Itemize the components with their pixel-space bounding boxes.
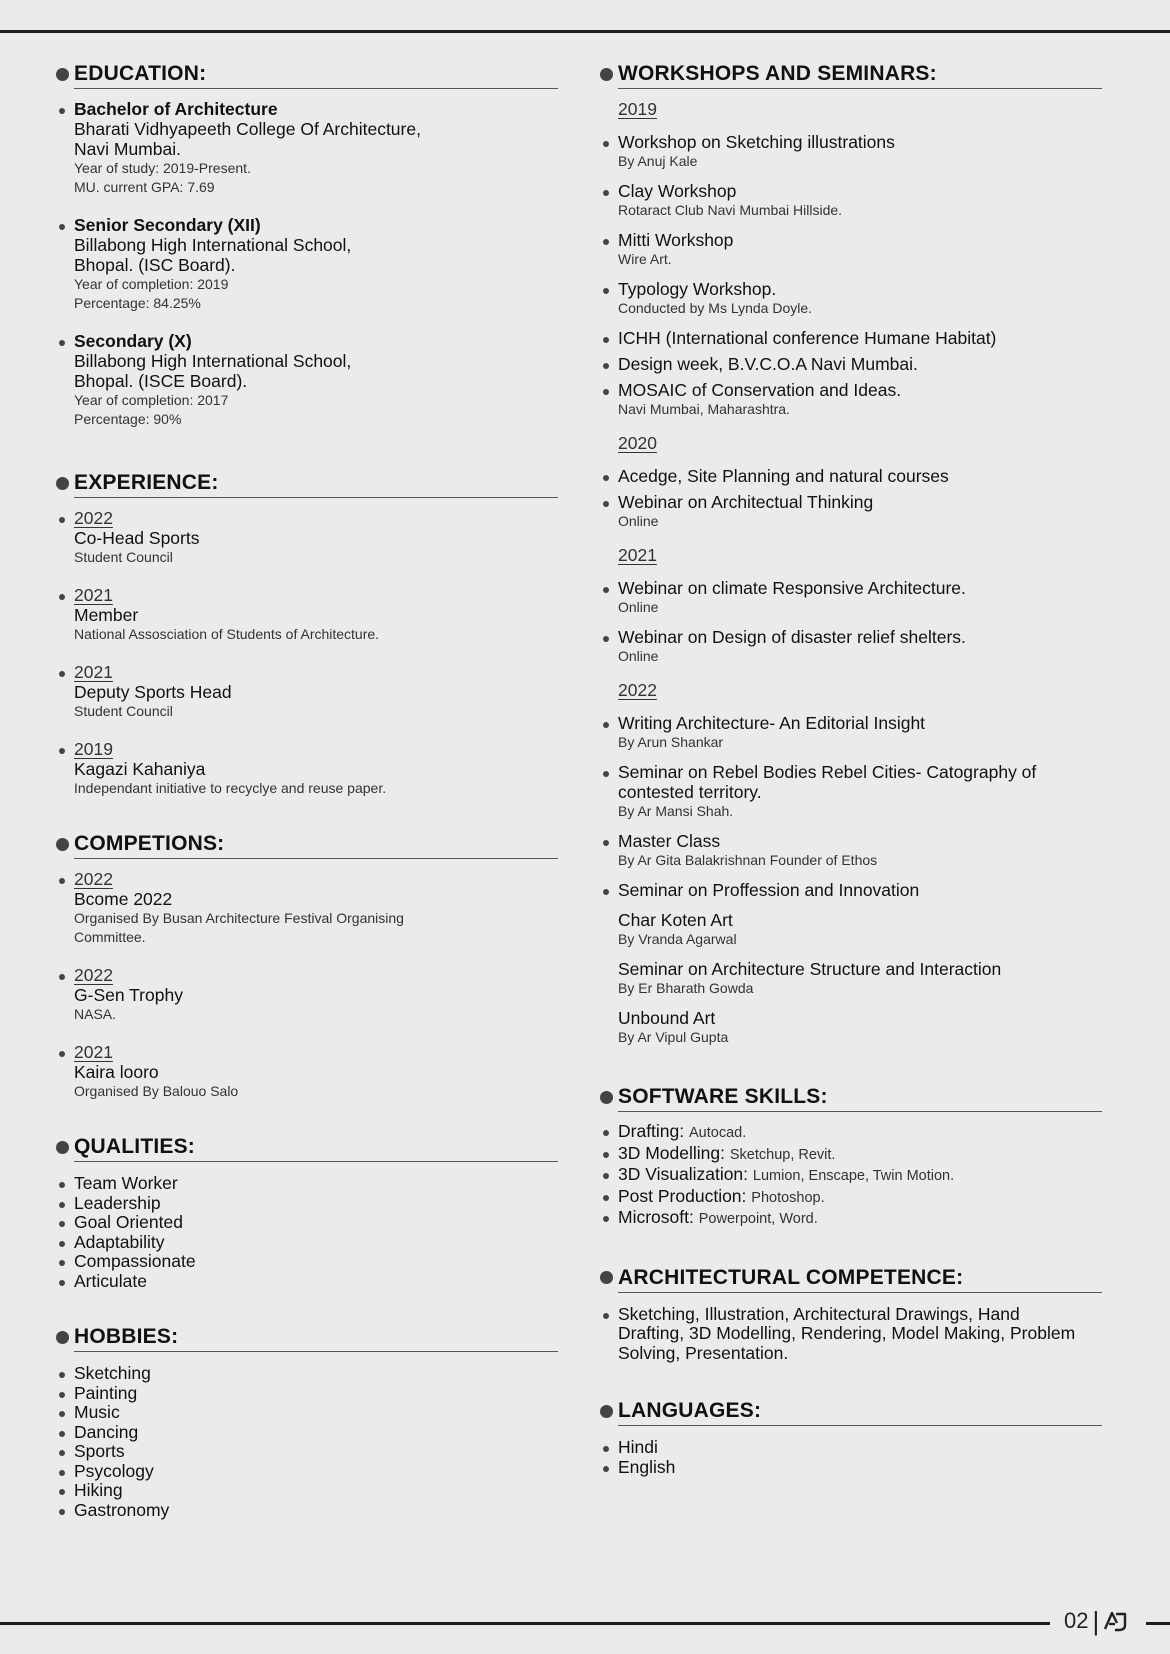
workshop-name: Acedge, Site Planning and natural courses <box>618 466 949 486</box>
workshop-name: Webinar on Architectual Thinking <box>618 492 874 512</box>
workshop-year: 2021 <box>618 545 657 565</box>
experience-item <box>56 739 558 798</box>
section-rule <box>618 1111 1102 1112</box>
year: 2022 <box>74 869 113 889</box>
workshop-detail: Navi Mumbai, Maharashtra. <box>618 401 790 417</box>
institution-city: Bhopal. (ISCE Board). <box>74 371 248 391</box>
workshop-year: 2022 <box>618 680 657 700</box>
hobbies-section <box>56 1325 558 1520</box>
quality-item: Articulate <box>56 1272 558 1292</box>
workshop-item <box>600 354 1102 374</box>
workshop-name: Master Class <box>618 831 721 851</box>
organization: Independant initiative to recyclye and reuse paper. <box>74 780 387 796</box>
bottom-rule-end <box>1146 1622 1170 1625</box>
education-item <box>56 99 558 197</box>
section-title: EXPERIENCE: <box>74 471 219 494</box>
workshop-item <box>600 492 1102 531</box>
skill-category: 3D Visualization: <box>618 1164 749 1184</box>
workshop-name: Mitti Workshop <box>618 230 734 250</box>
workshop-year: 2020 <box>618 433 657 453</box>
workshop-name: Typology Workshop. <box>618 279 777 299</box>
workshop-detail: By Ar Vipul Gupta <box>618 1029 729 1045</box>
hobby-item: Dancing <box>56 1423 558 1443</box>
skill-item <box>600 1144 1102 1166</box>
year: 2021 <box>74 585 113 605</box>
bullet-icon <box>56 477 69 490</box>
workshop-detail: Online <box>618 599 659 615</box>
education-item <box>56 331 558 429</box>
workshop-name: Seminar on Proffession and Innovation <box>618 880 920 900</box>
experience-item <box>56 585 558 644</box>
page-number: 02 <box>1064 1608 1089 1633</box>
role: Member <box>74 605 139 625</box>
hobby-item: Gastronomy <box>56 1501 558 1521</box>
skill-tools: Powerpoint, Word. <box>698 1211 818 1227</box>
bullet-icon <box>600 1271 613 1284</box>
quality-item: Adaptability <box>56 1233 558 1253</box>
competition-name: Bcome 2022 <box>74 889 173 909</box>
year: 2021 <box>74 1042 113 1062</box>
workshop-detail: Rotaract Club Navi Mumbai Hillside. <box>618 202 843 218</box>
quality-item: Team Worker <box>56 1174 558 1194</box>
competence-section <box>600 1266 1102 1364</box>
workshop-name: Design week, B.V.C.O.A Navi Mumbai. <box>618 354 918 374</box>
competition-item <box>56 965 558 1024</box>
workshop-item <box>600 959 1102 998</box>
degree: Senior Secondary (XII) <box>74 215 261 235</box>
top-rule <box>0 30 1170 33</box>
organizer: Organised By Busan Architecture Festival Organising Committee. <box>74 910 404 945</box>
page-footer <box>1064 1608 1129 1634</box>
hobby-item: Sketching <box>56 1364 558 1384</box>
institution: Billabong High International School, <box>74 351 352 371</box>
workshops-header <box>600 62 1102 86</box>
bottom-rule <box>0 1622 1050 1625</box>
workshop-item <box>600 328 1102 348</box>
year: 2021 <box>74 662 113 682</box>
competition-name: Kaira looro <box>74 1062 159 1082</box>
section-rule <box>74 858 558 859</box>
section-rule <box>618 1425 1102 1426</box>
quality-item: Compassionate <box>56 1252 558 1272</box>
year: 2022 <box>74 508 113 528</box>
qualities-header <box>56 1135 558 1159</box>
language-item: Hindi <box>600 1438 1102 1458</box>
monogram-logo-icon <box>1103 1610 1129 1632</box>
workshop-detail: By Anuj Kale <box>618 153 698 169</box>
section-title: WORKSHOPS AND SEMINARS: <box>618 62 937 85</box>
workshop-name: Clay Workshop <box>618 181 737 201</box>
hobby-item: Psycology <box>56 1462 558 1482</box>
workshop-item <box>600 880 1102 900</box>
hobby-item: Hiking <box>56 1481 558 1501</box>
hobby-item: Painting <box>56 1384 558 1404</box>
workshop-name: Workshop on Sketching illustrations <box>618 132 895 152</box>
degree: Secondary (X) <box>74 331 192 351</box>
competence-text: Sketching, Illustration, Architectural Drawings, Hand Drafting, 3D Modelling, Rendering, Model Making, Problem Solving, Presentation. <box>600 1305 1088 1364</box>
competition-item <box>56 869 558 947</box>
section-rule <box>618 88 1102 89</box>
workshop-name: Seminar on Rebel Bodies Rebel Cities- Catography of contested territory. <box>618 762 1037 802</box>
institution: Bharati Vidhyapeeth College Of Architecture, <box>74 119 421 139</box>
competition-item <box>56 1042 558 1101</box>
section-rule <box>74 497 558 498</box>
organization: National Assosciation of Students of Architecture. <box>74 626 380 642</box>
institution: Billabong High International School, <box>74 235 352 255</box>
workshop-detail: Conducted by Ms Lynda Doyle. <box>618 300 813 316</box>
workshop-item <box>600 1008 1102 1047</box>
quality-item: Goal Oriented <box>56 1213 558 1233</box>
bullet-icon <box>600 1405 613 1418</box>
workshop-detail: By Vranda Agarwal <box>618 931 737 947</box>
skill-item <box>600 1165 1102 1187</box>
section-title: SOFTWARE SKILLS: <box>618 1085 828 1108</box>
organization: Student Council <box>74 703 173 719</box>
workshop-item <box>600 762 1102 821</box>
detail: Percentage: 90% <box>74 411 182 427</box>
detail: MU. current GPA: 7.69 <box>74 179 215 195</box>
workshop-detail: By Ar Gita Balakrishnan Founder of Ethos <box>618 852 878 868</box>
footer-separator: | <box>1092 1606 1100 1636</box>
workshop-name: ICHH (International conference Humane Habitat) <box>618 328 997 348</box>
role: Kagazi Kahaniya <box>74 759 206 779</box>
section-rule <box>74 1161 558 1162</box>
skill-item <box>600 1208 1102 1230</box>
competence-header <box>600 1266 1102 1290</box>
software-header <box>600 1085 1102 1109</box>
skill-category: 3D Modelling: <box>618 1142 725 1163</box>
experience-header <box>56 471 558 495</box>
workshop-name: Seminar on Architecture Structure and Interaction <box>618 959 1002 979</box>
skill-category: Drafting: <box>618 1121 685 1141</box>
qualities-section <box>56 1135 558 1291</box>
skill-tools: Photoshop. <box>751 1189 825 1206</box>
workshop-item <box>600 910 1102 949</box>
competition-name: G-Sen Trophy <box>74 985 183 1005</box>
workshops-section <box>600 62 1102 1047</box>
hobby-item: Sports <box>56 1442 558 1462</box>
left-column <box>56 62 558 1556</box>
workshop-name: Char Koten Art <box>618 910 733 930</box>
software-section <box>600 1085 1102 1230</box>
institution-city: Bhopal. (ISC Board). <box>74 255 236 275</box>
bullet-icon <box>56 838 69 851</box>
workshop-item <box>600 713 1102 752</box>
section-title: QUALITIES: <box>74 1135 195 1158</box>
skill-tools: Lumion, Enscape, Twin Motion. <box>752 1168 955 1184</box>
workshop-item <box>600 578 1102 617</box>
competitions-section <box>56 832 558 1101</box>
section-title: COMPETIONS: <box>74 832 225 855</box>
workshop-item <box>600 831 1102 870</box>
bullet-icon <box>600 1091 613 1104</box>
languages-header <box>600 1399 1102 1423</box>
section-rule <box>74 88 558 89</box>
skill-tools: Sketchup, Revit. <box>729 1146 836 1163</box>
workshop-item <box>600 230 1102 269</box>
workshop-name: Unbound Art <box>618 1008 716 1028</box>
section-rule <box>74 1351 558 1352</box>
year: 2022 <box>74 965 113 985</box>
skill-tools: Autocad. <box>689 1125 747 1141</box>
workshop-item <box>600 279 1102 318</box>
workshop-detail: Online <box>618 513 659 529</box>
education-header <box>56 62 558 86</box>
experience-item <box>56 508 558 567</box>
bullet-icon <box>56 1331 69 1344</box>
detail: Year of completion: 2019 <box>74 276 229 292</box>
workshop-item <box>600 181 1102 220</box>
section-title: LANGUAGES: <box>618 1399 762 1422</box>
workshop-item <box>600 627 1102 666</box>
workshop-detail: By Ar Mansi Shah. <box>618 803 734 819</box>
detail: Percentage: 84.25% <box>74 295 201 311</box>
workshop-detail: By Arun Shankar <box>618 734 724 750</box>
experience-item <box>56 662 558 721</box>
hobbies-header <box>56 1325 558 1349</box>
workshop-detail: Wire Art. <box>618 251 672 267</box>
workshop-item <box>600 380 1102 419</box>
quality-item: Leadership <box>56 1194 558 1214</box>
workshop-item <box>600 132 1102 171</box>
workshop-detail: By Er Bharath Gowda <box>618 980 754 996</box>
workshop-name: MOSAIC of Conservation and Ideas. <box>618 380 902 400</box>
detail: Year of study: 2019-Present. <box>74 160 251 176</box>
section-title: ARCHITECTURAL COMPETENCE: <box>618 1265 964 1289</box>
section-title: EDUCATION: <box>74 62 207 85</box>
degree: Bachelor of Architecture <box>74 99 278 119</box>
role: Co-Head Sports <box>74 528 200 548</box>
institution-city: Navi Mumbai. <box>74 139 181 159</box>
section-rule <box>618 1292 1102 1293</box>
section-title: HOBBIES: <box>74 1325 179 1348</box>
role: Deputy Sports Head <box>74 682 232 702</box>
organizer: NASA. <box>74 1006 117 1022</box>
workshop-name: Webinar on Design of disaster relief shelters. <box>618 627 966 647</box>
workshop-year: 2019 <box>618 99 657 119</box>
hobby-item: Music <box>56 1403 558 1423</box>
workshop-name: Webinar on climate Responsive Architecture. <box>618 578 966 598</box>
language-item: English <box>600 1458 1102 1478</box>
languages-section <box>600 1399 1102 1477</box>
education-item <box>56 215 558 313</box>
workshop-item <box>600 466 1102 486</box>
workshop-detail: Online <box>618 648 659 664</box>
skill-category: Microsoft: <box>618 1207 694 1227</box>
year: 2019 <box>74 739 113 759</box>
bullet-icon <box>600 68 613 81</box>
skill-item <box>600 1122 1102 1144</box>
experience-section <box>56 471 558 798</box>
bullet-icon <box>56 1141 69 1154</box>
bullet-icon <box>56 68 69 81</box>
workshop-name: Writing Architecture- An Editorial Insight <box>618 713 926 733</box>
organizer: Organised By Balouo Salo <box>74 1083 239 1099</box>
right-column <box>600 62 1102 1513</box>
skill-category: Post Production: <box>618 1185 747 1206</box>
detail: Year of completion: 2017 <box>74 392 229 408</box>
competitions-header <box>56 832 558 856</box>
skill-item <box>600 1187 1102 1209</box>
organization: Student Council <box>74 549 173 565</box>
education-section <box>56 62 558 429</box>
